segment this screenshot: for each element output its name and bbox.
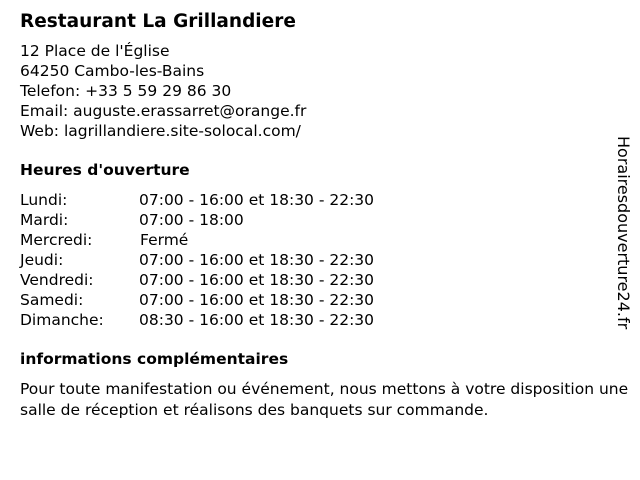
day-label: Mercredi: [20, 231, 93, 249]
time-value: 07:00 - 16:00 et 18:30 - 22:30 [139, 271, 375, 289]
day-label: Jeudi: [20, 251, 64, 269]
hours-row-saturday [20, 290, 610, 310]
time-value: 08:30 - 16:00 et 18:30 - 22:30 [139, 311, 375, 329]
address-street: 12 Place de l'Église [20, 42, 170, 60]
day-label: Vendredi: [20, 271, 94, 289]
additional-info-heading: informations complémentaires [20, 350, 289, 368]
hours-row-tuesday [20, 210, 610, 230]
restaurant-name: Restaurant La Grillandiere [20, 11, 296, 32]
time-value: Fermé [140, 231, 189, 249]
opening-hours-heading: Heures d'ouverture [20, 161, 190, 179]
time-value: 07:00 - 16:00 et 18:30 - 22:30 [139, 191, 375, 209]
hours-row-monday [20, 190, 610, 210]
day-label: Mardi: [20, 211, 69, 229]
hours-row-wednesday [20, 230, 610, 250]
address-city: 64250 Cambo-les-Bains [20, 62, 205, 80]
day-label: Dimanche: [20, 311, 104, 329]
hours-row-friday [20, 270, 610, 290]
day-label: Samedi: [20, 291, 84, 309]
time-value: 07:00 - 18:00 [139, 211, 244, 229]
additional-info-text: Pour toute manifestation ou événement, nous mettons à votre disposition une salle de réception et réalisons des banquets sur commande. [20, 380, 629, 419]
time-value: 07:00 - 16:00 et 18:30 - 22:30 [139, 251, 375, 269]
website: Web: lagrillandiere.site-solocal.com/ [20, 122, 301, 140]
hours-row-sunday [20, 310, 610, 330]
email-address: Email: auguste.erassarret@orange.fr [20, 102, 307, 120]
site-watermark: Horairesdouverture24.fr [614, 136, 633, 330]
day-label: Lundi: [20, 191, 68, 209]
time-value: 07:00 - 16:00 et 18:30 - 22:30 [139, 291, 375, 309]
hours-row-thursday [20, 250, 610, 270]
phone-number: Telefon: +33 5 59 29 86 30 [20, 82, 232, 100]
